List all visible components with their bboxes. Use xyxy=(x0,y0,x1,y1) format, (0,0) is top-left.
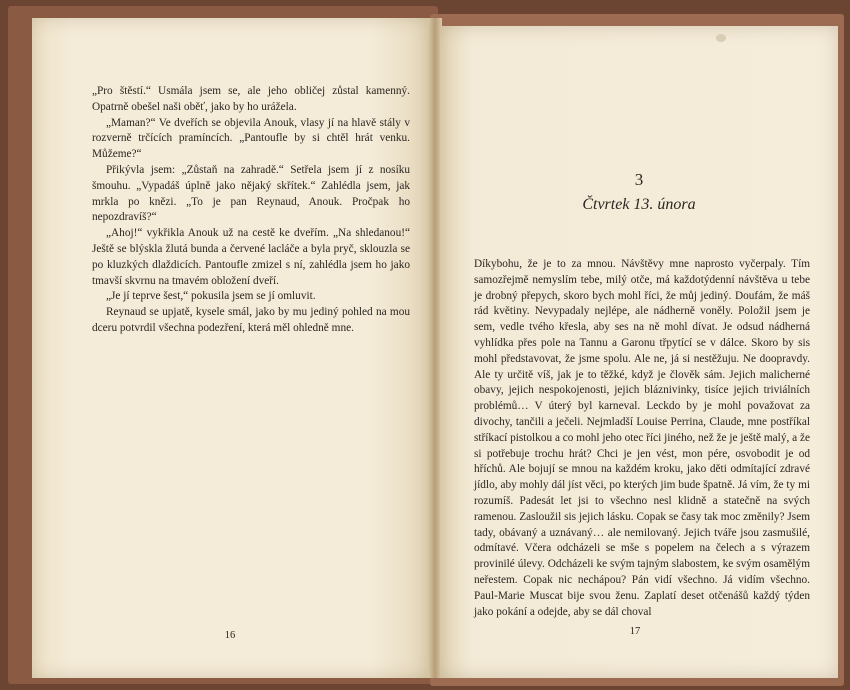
chapter-title: Čtvrtek 13. února xyxy=(582,196,696,213)
right-page-text xyxy=(474,257,810,620)
paragraph: „Ahoj!“ vykřikla Anouk už na cestě ke dveřím. „Na shledanou!“ Ještě se blýskla žlutá bunda a červené lacláče a byla pryč, sklouzla se po kluzkých dlaždicích. Pantoufle zmizel s ní, zahlédla jsem ho jako tmavší skvrnu na tmavém obložení dveří. xyxy=(92,227,410,287)
paragraph: „Je jí teprve šest,“ pokusila jsem se jí omluvit. xyxy=(106,290,316,303)
paragraph: Reynaud se upjatě, kysele smál, jako by mu jediný pohled na mou dceru potvrdil všechna podezření, která měl ohledně mne. xyxy=(92,306,410,334)
paragraph: Díkybohu, že je to za mnou. Návštěvy mne naprosto vyčerpaly. Tím samozřejmě nemyslím tebe, milý otče, má každotýdenní návštěva u tebe je drobný přepych, skoro bych mohl říci, že můj jediný. Doufám, že máš rád květiny. Nevypadaly nejlépe, ale nádherně voněly. Položil jsem je sem, vedle tvého křesla, aby ses na ně mohl dívat. Je odsud nádherná vyhlídka přes pole na Tannu a Garonu třpytící se v dálce. Skoro by sis mohl představovat, že jsme spolu. Ale ne, já si nestěžuju. Ne doopravdy. Ale ty určitě víš, jak je to těžké, když je člověk sám. Jejich malicherné obavy, jejich nespokojenosti, jejich bláznivinky, tisíce jejich triviálních problémů… V úterý byl karneval. Leckdo by je mohl považovat za divochy, tančili a ječeli. Nejmladší Louise Perrina, Claude, mne postříkal stříkací pistolkou a co mohl jeho otec říci jiného, než že je ještě malý, a že si potřebuje trochu hrát? Chci je jen vést, mon pére, osvobodit je od hříchů. Ale bojují se mnou na každém kroku, jako děti odmítající zdravé jídlo, aby mohly dál jíst věci, po kterých jim bude špatně. Já vím, že ty mi rozumíš. Padesát let jsi to všechno nesl klidně a statečně na svých ramenou. Zasloužil sis jejich lásku. Copak se časy tak moc změnily? Jsem tady, obávaný a uznávaný… ale nemilovaný. Jejich tváře jsou zasmušilé, odmítavé. Včera odcházeli se mše s popelem na čelech a s výrazem provinilé úlevy. Odcházeli ke svým tajným slabostem, ke svým osamělým neřestem. Copak nic nechápou? Pán vidí všechno. Já vidím všechno. Paul-Marie Muscat bije svou ženu. Zaplatí deset otčenášů každý týden jako pokání a odejde, aby se dál choval xyxy=(474,258,810,618)
chapter-number: 3 xyxy=(634,170,644,189)
paragraph: „Maman?“ Ve dveřích se objevila Anouk, vlasy jí na hlavě stály v rozverně trčících pramíncích. „Pantoufle by si chtěl hrát venku. Můžeme?“ xyxy=(92,116,410,161)
page-number: 16 xyxy=(224,630,236,641)
paragraph: Přikývla jsem: „Zůstaň na zahradě.“ Setřela jsem jí z nosíku šmouhu. „Vypadáš úplně jako nějaký skřítek.“ Zahlédla jsem, jak mrkla po knězi. „To je pan Reynaud, Anouk. Pročpak ho nepozdravíš?“ xyxy=(92,163,410,224)
paragraph: „Pro štěstí.“ Usmála jsem se, ale jeho obličej zůstal kamenný. Opatrně obešel naši oběť, jako by ho urážela. xyxy=(92,85,410,113)
right-page xyxy=(440,26,838,678)
left-page-text xyxy=(92,84,410,337)
left-page xyxy=(32,18,428,678)
page-number: 17 xyxy=(629,626,641,637)
paper-stain xyxy=(716,34,726,42)
